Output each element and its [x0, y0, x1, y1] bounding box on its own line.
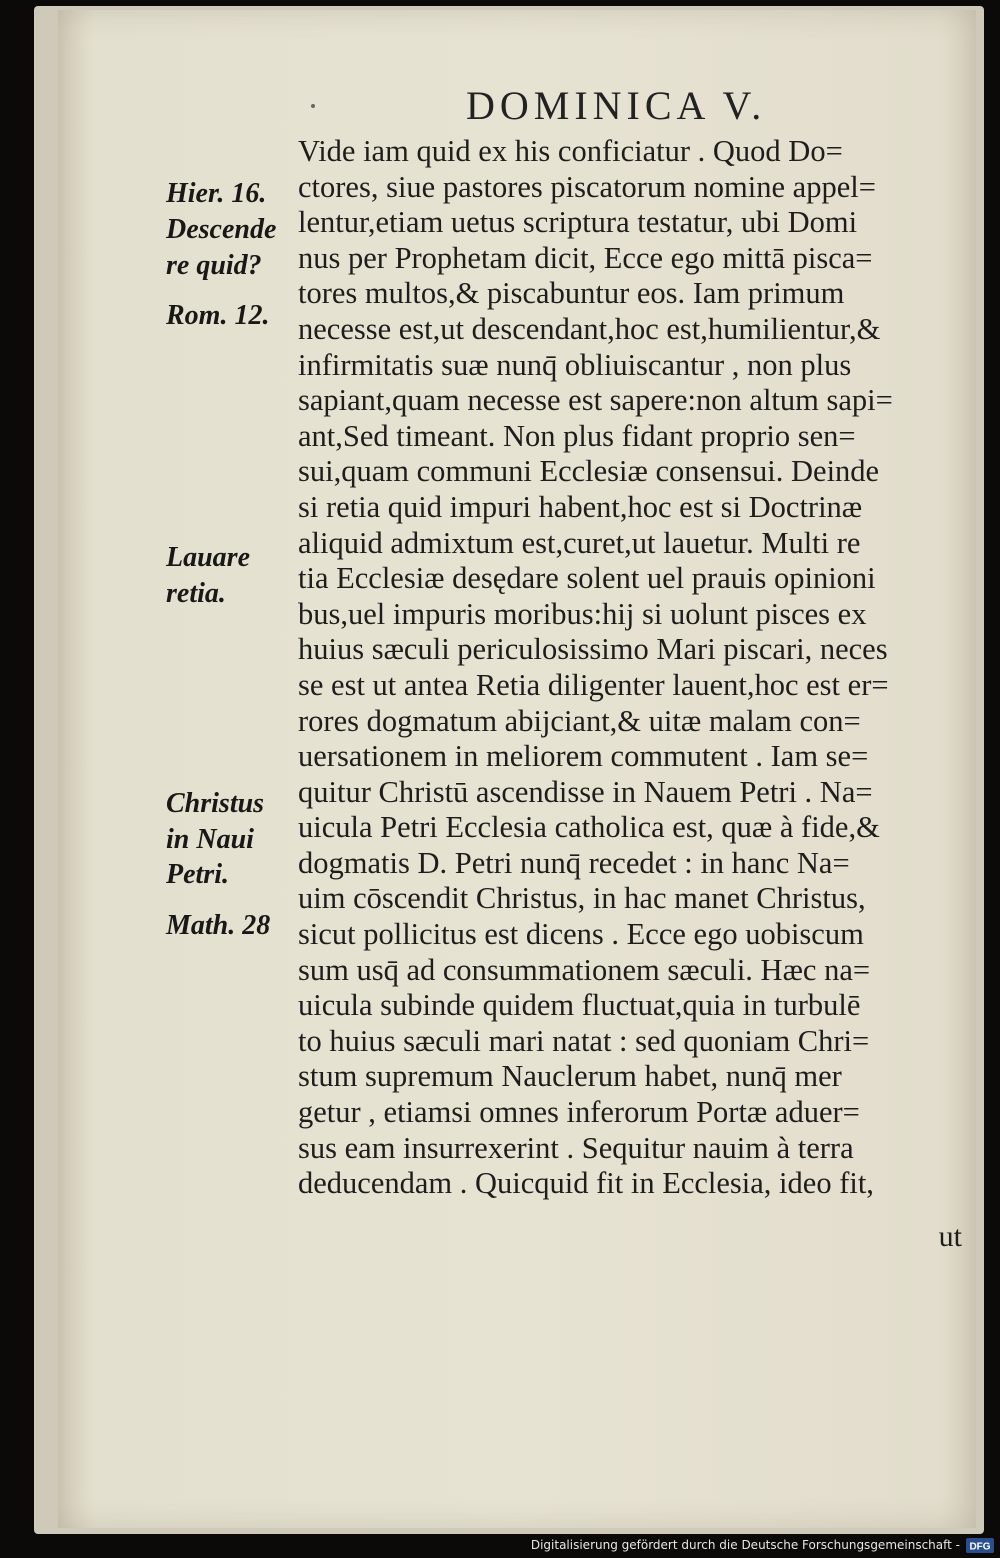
- margin-note-line: Math. 28: [166, 910, 271, 941]
- text-line: uicula Petri Ecclesia catholica est, quæ à fide,&: [298, 810, 880, 845]
- dfg-logo-text: DFG: [969, 1541, 991, 1553]
- margin-note-math: [166, 908, 270, 944]
- scan-dot: [311, 104, 315, 108]
- text-line: ctores, siue pastores piscatorum nomine appel=: [298, 169, 876, 204]
- margin-note-rom: [166, 298, 269, 334]
- text-line: uim cōscendit Christus, in hac manet Christus,: [298, 881, 866, 916]
- text-line: getur , etiamsi omnes inferorum Portæ aduer=: [298, 1095, 860, 1130]
- margin-note-line: Hier. 16.: [166, 178, 267, 209]
- text-line: tia Ecclesiæ desędare solent uel prauis opinioni: [298, 561, 876, 596]
- text-line: sicut pollicitus est dicens . Ecce ego uobiscum: [298, 917, 864, 952]
- margin-note-christus: [166, 786, 264, 893]
- text-line: sapiant,quam necesse est sapere:non altum sapi=: [298, 383, 893, 418]
- text-line: aliquid admixtum est,curet,ut lauetur. Multi re: [298, 525, 861, 560]
- text-line: dogmatis D. Petri nunq̄ recedet : in hanc Na=: [298, 845, 850, 880]
- text-line: ant,Sed timeant. Non plus fidant proprio sen=: [298, 418, 856, 453]
- margin-note-lauare: [166, 540, 250, 611]
- text-line: sum usq̄ ad consummationem sæculi. Hæc na=: [298, 952, 871, 987]
- margin-note-hier: [166, 176, 266, 212]
- text-line: stum supremum Nauclerum habet, nunq̄ mer: [298, 1059, 842, 1094]
- margin-note-line: in Naui: [166, 823, 254, 855]
- text-line: tores multos,& piscabuntur eos. Iam primum: [298, 276, 845, 311]
- text-line: se est ut antea Retia diligenter lauent,hoc est er=: [298, 667, 889, 702]
- body-text: [298, 134, 968, 1202]
- text-line: deducendam . Quicquid fit in Ecclesia, ideo fit,: [298, 1166, 874, 1201]
- margin-note-line: Lauare: [166, 542, 250, 573]
- text-line: bus,uel impuris moribus:hij si uolunt pisces ex: [298, 596, 867, 631]
- margin-note-line: Christus: [166, 788, 265, 819]
- text-line: huius sæculi periculosissimo Mari piscari, neces: [298, 632, 888, 667]
- text-line: infirmitatis suæ nunq̄ obliuiscantur , non plus: [298, 347, 852, 382]
- text-line: lentur,etiam uetus scriptura testatur, ubi Domi: [298, 205, 858, 240]
- catchword: ut: [938, 1220, 962, 1253]
- text-line: nus per Prophetam dicit, Ecce ego mittā pisca=: [298, 240, 873, 275]
- margin-note-line: Rom. 12.: [166, 300, 270, 331]
- text-line: rores dogmatum abijciant,& uitæ malam con=: [298, 703, 861, 738]
- margin-note-line: Petri.: [166, 859, 229, 891]
- footer-credit: Digitalisierung gefördert durch die Deutsche Forschungsgemeinschaft -: [530, 1538, 960, 1552]
- margin-note-line: re quid?: [166, 249, 262, 281]
- text-line: quitur Christū ascendisse in Nauem Petri . Na=: [298, 774, 873, 809]
- text-line: sui,quam communi Ecclesiæ consensui. Deinde: [298, 454, 880, 489]
- margin-note-descendere: [166, 212, 276, 283]
- text-line: uersationem in meliorem commutent . Iam se=: [298, 739, 869, 774]
- text-line: si retia quid impuri habent,hoc est si Doctrinæ: [298, 489, 863, 524]
- margin-note-line: retia.: [166, 577, 226, 609]
- text-line: necesse est,ut descendant,hoc est,humilientur,&: [298, 311, 881, 346]
- text-line: to huius sæculi mari natat : sed quoniam Chri=: [298, 1023, 870, 1058]
- margin-note-line: Descende: [166, 214, 277, 245]
- running-head: DOMINICA V.: [466, 83, 767, 128]
- text-line: uicula subinde quidem fluctuat,quia in turbulē: [298, 988, 861, 1023]
- dfg-logo: [966, 1538, 994, 1553]
- text-line: sus eam insurrexerint . Sequitur nauim à terra: [298, 1130, 854, 1165]
- text-line: Vide iam quid ex his conficiatur . Quod Do=: [298, 134, 843, 168]
